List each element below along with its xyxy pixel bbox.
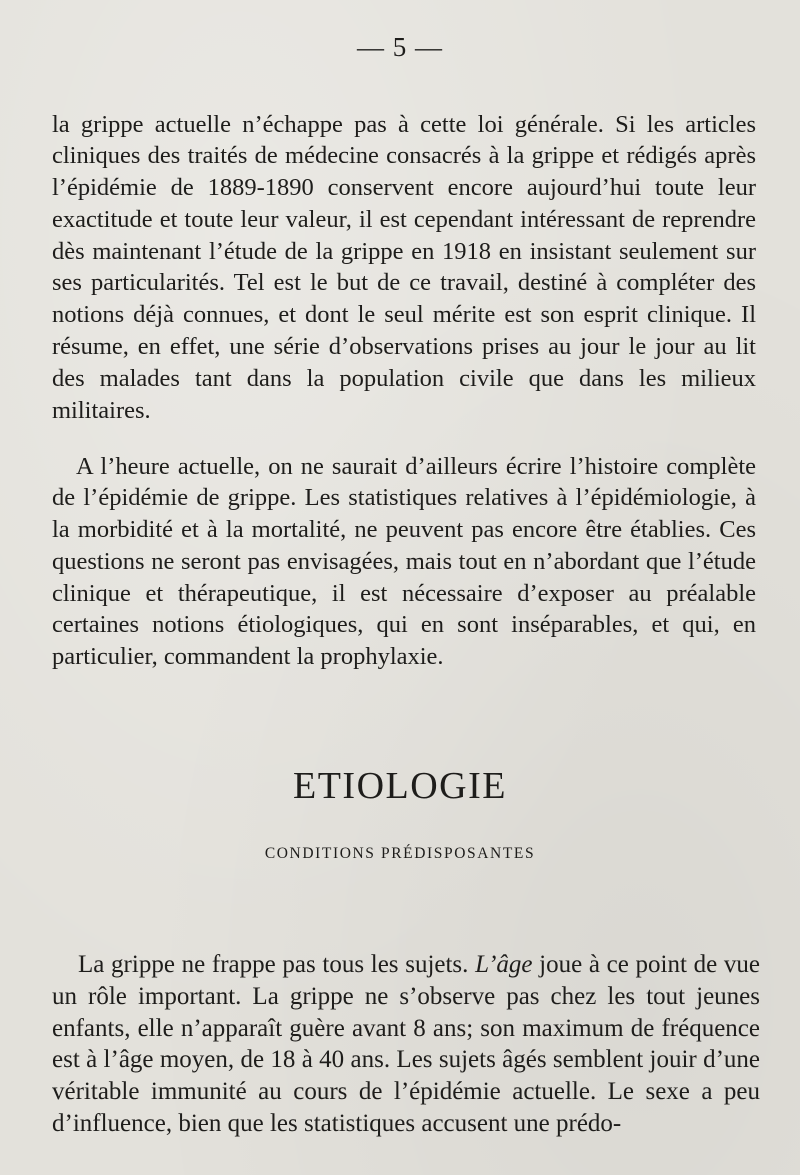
page-number: — 5 —: [357, 32, 443, 62]
paragraph-history: A l’heure actuelle, on ne saurait d’ailleurs écrire l’histoire complète de l’épidémie de grippe. Les statistiques relatives à l’épidémiologie, à la morbidité et à la mortalité, ne peuvent pas encore être établies. Ces questions ne seront pas envisagées, mais tout en n’abordant que l’étude clinique et thérapeutique, il est nécessaire d’exposer au préalable certaines notions étiologiques, qui en sont inséparables, et qui, en particulier, commandent la prophylaxie.: [52, 452, 756, 671]
emphasis-age: L’âge: [475, 951, 533, 978]
paragraph-predisposing-conditions: [52, 949, 760, 1140]
paragraph-text-start: La grippe ne frappe pas tous les sujets.: [78, 951, 476, 978]
paragraph-continuation: la grippe actuelle n’échappe pas à cette loi générale. Si les articles cliniques des traités de médecine consacrés à la grippe et rédigés après l’épidémie de 1889-1890 conservent encore aujourd’hui toute leur exactitude et toute leur valeur, il est cependant intéressant de reprendre dès maintenant l’étude de la grippe en 1918 en insistant seulement sur ses particularités. Tel est le but de ce travail, destiné à compléter des notions déjà connues, et dont le seul mérite est son esprit clinique. Il résume, en effet, une série d’observations prises au jour le jour au lit des malades tant dans la population civile que dans les milieux militaires.: [52, 110, 756, 424]
paragraph-text-rest: joue à ce point de vue un rôle important. La grippe ne s’observe pas chez les tout jeunes enfants, elle n’apparaît guère avant 8 ans; son maximum de fréquence est à l’âge moyen, de 18 à 40 ans. Les sujets âgés semblent jouir d’une véritable immunité au cours de l’épidémie actuelle. Le sexe a peu d’influence, bien que les statistiques accusent une prédo-: [52, 951, 760, 1137]
subsection-title: CONDITIONS PRÉDISPOSANTES: [264, 845, 536, 862]
section-title: ETIOLOGIE: [293, 765, 507, 807]
